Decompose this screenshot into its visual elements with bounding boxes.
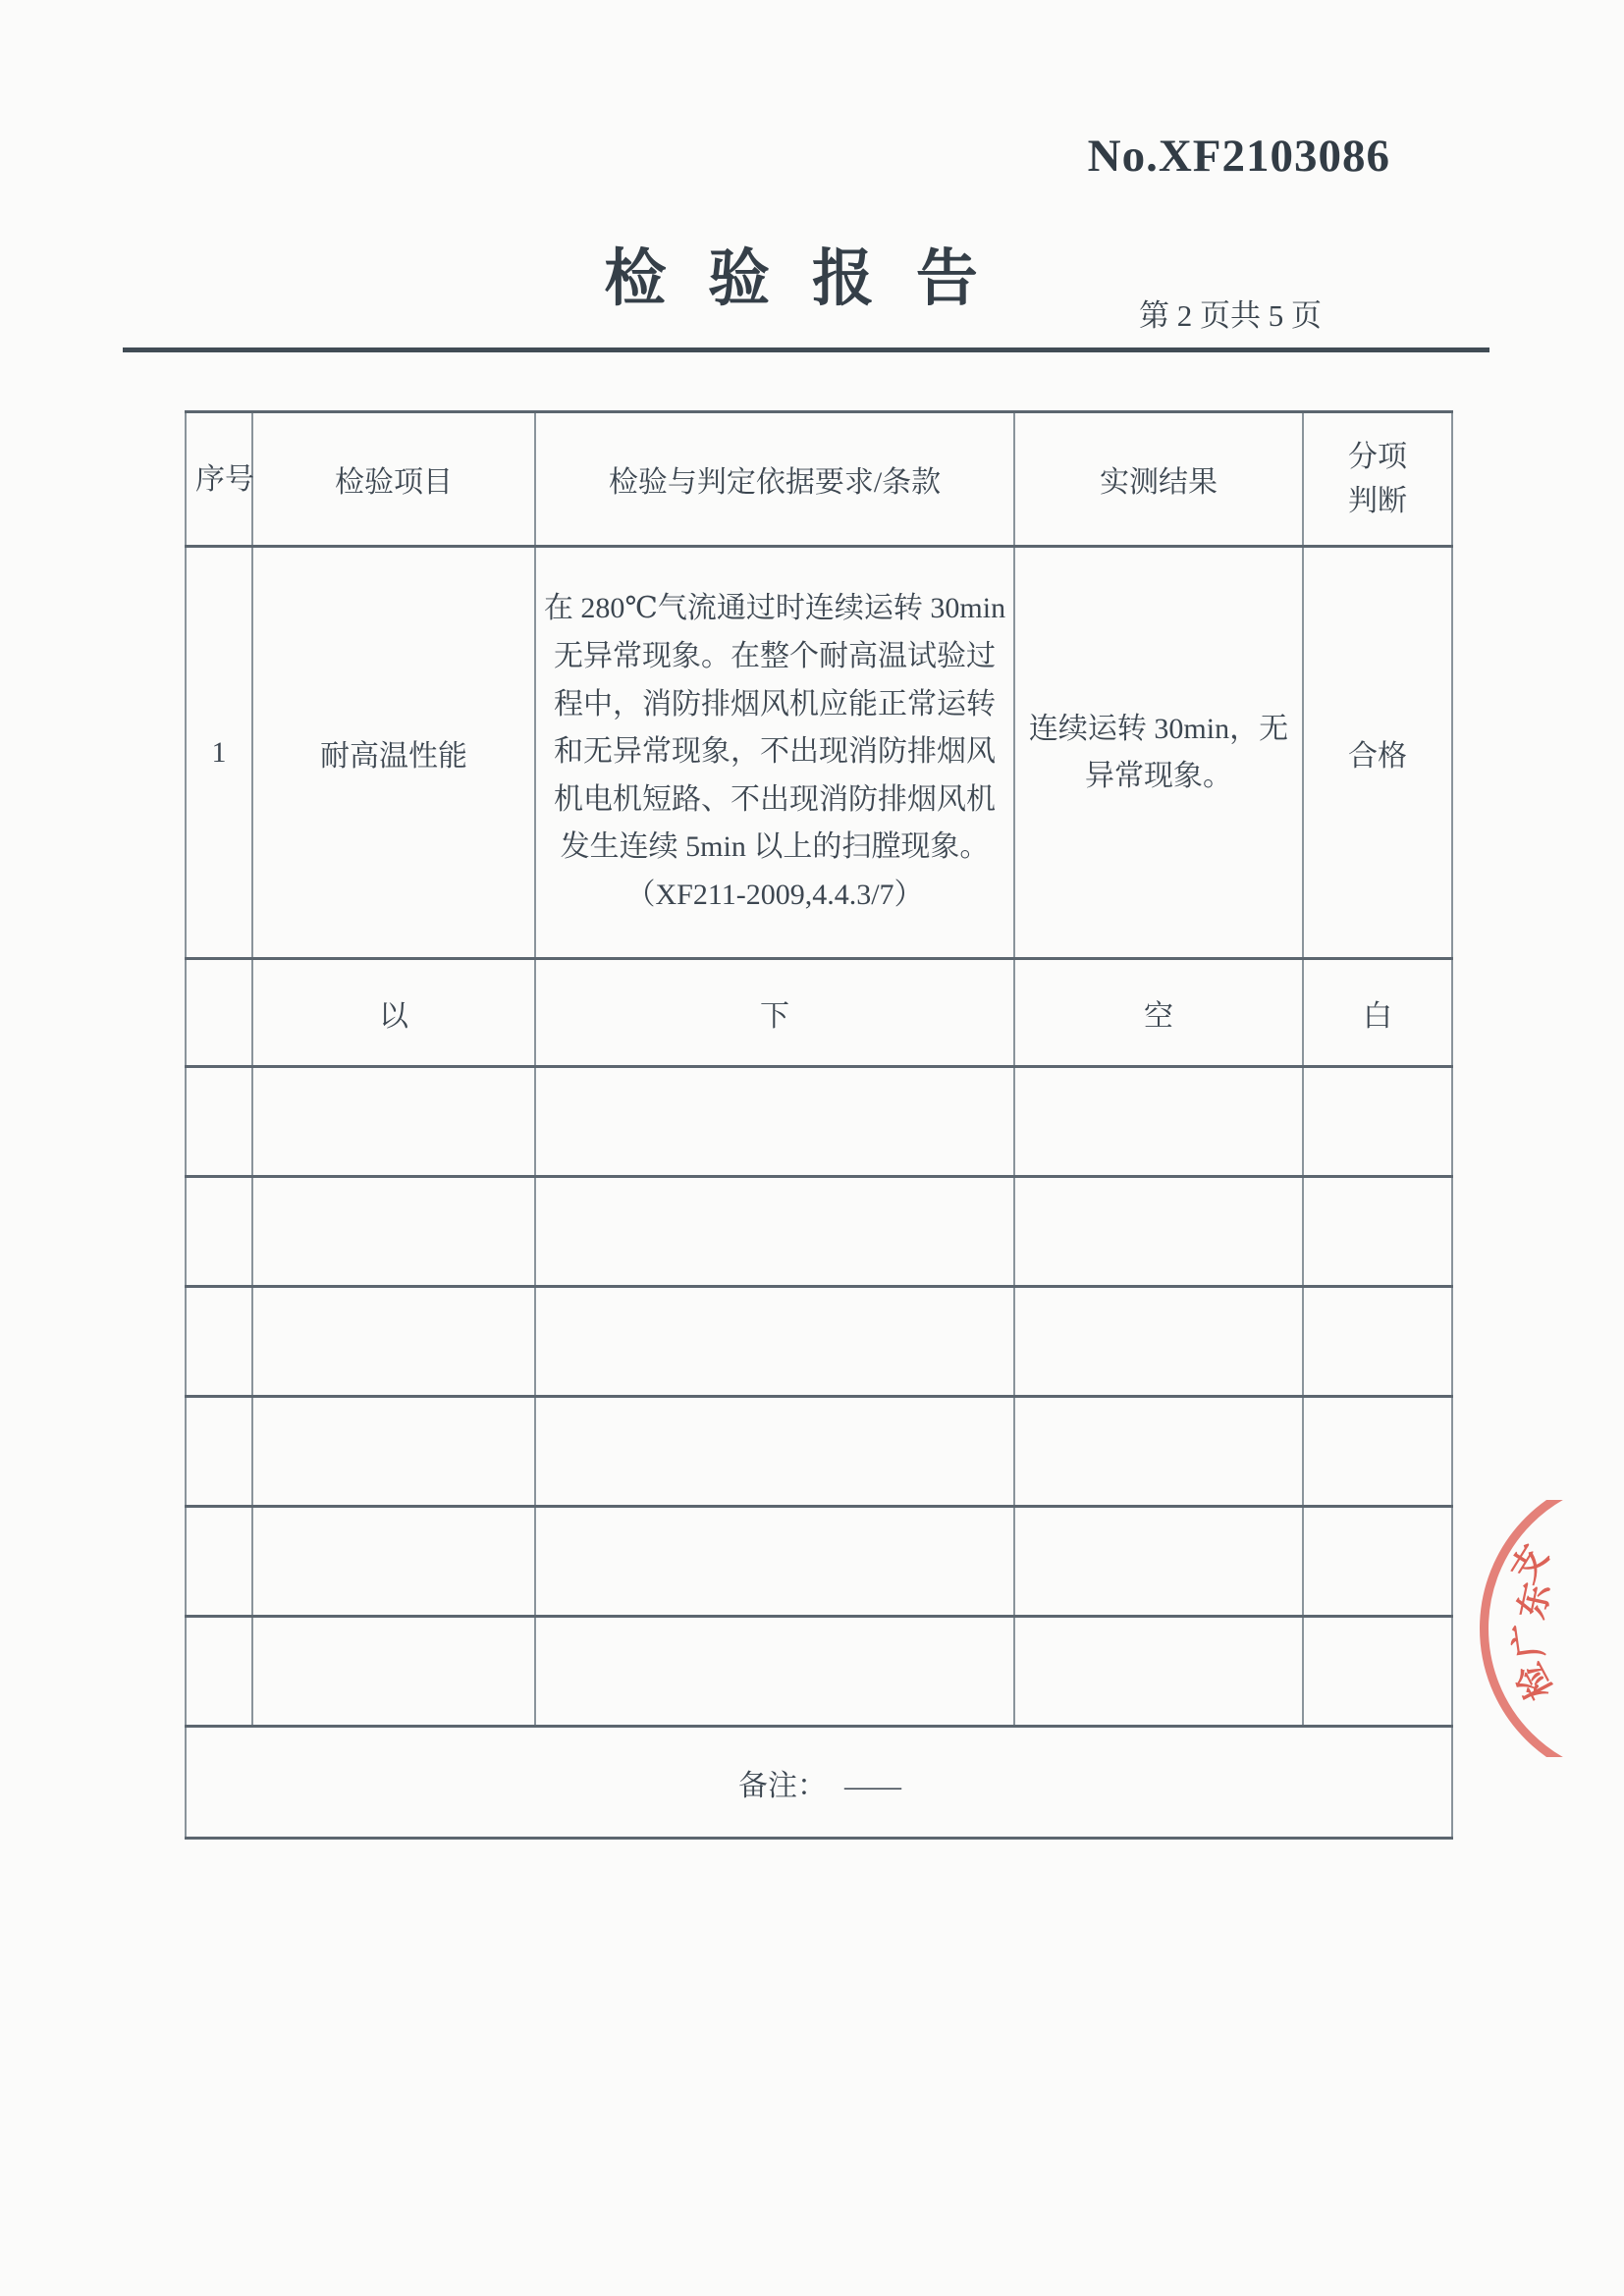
empty-cell <box>1014 1617 1303 1727</box>
col-header-item: 检验项目 <box>252 412 535 547</box>
empty-cell <box>1014 1287 1303 1397</box>
empty-cell <box>535 1397 1014 1507</box>
col-header-judgment <box>1303 412 1452 547</box>
empty-cell <box>252 1397 535 1507</box>
cell-seq: 1 <box>186 547 252 959</box>
blank-cell <box>186 959 252 1067</box>
stamp-arc <box>1480 1500 1624 1757</box>
col-header-seq <box>186 412 252 547</box>
empty-cell <box>252 1617 535 1727</box>
blank-below-row <box>186 959 1452 1067</box>
blank-cell: 白 <box>1303 959 1452 1067</box>
empty-cell <box>1303 1507 1452 1617</box>
stamp-character: 支 <box>1503 1538 1556 1589</box>
remark-label: 备注： <box>738 1769 827 1802</box>
empty-row <box>186 1287 1452 1397</box>
cell-judgment: 合格 <box>1303 547 1452 959</box>
empty-cell <box>186 1177 252 1287</box>
stamp-character: 广 <box>1506 1620 1551 1661</box>
empty-row <box>186 1067 1452 1177</box>
empty-cell <box>535 1177 1014 1287</box>
empty-cell <box>535 1287 1014 1397</box>
blank-cell: 空 <box>1014 959 1303 1067</box>
cell-item: 耐高温性能 <box>252 547 535 959</box>
page-indicator: 第 2 页共 5 页 <box>1139 298 1322 333</box>
table-header-row <box>186 412 1452 547</box>
remark-row <box>186 1727 1452 1839</box>
empty-cell <box>535 1617 1014 1727</box>
empty-cell <box>252 1287 535 1397</box>
blank-cell: 以 <box>252 959 535 1067</box>
empty-row <box>186 1507 1452 1617</box>
empty-cell <box>1303 1617 1452 1727</box>
header-rule <box>123 347 1489 352</box>
empty-cell <box>1014 1397 1303 1507</box>
empty-cell <box>1303 1287 1452 1397</box>
remark-value: —— <box>844 1769 899 1802</box>
empty-cell <box>1014 1177 1303 1287</box>
table-row <box>186 547 1452 959</box>
col-header-requirement: 检验与判定依据要求/条款 <box>535 412 1014 547</box>
empty-cell <box>1303 1177 1452 1287</box>
empty-cell <box>1014 1507 1303 1617</box>
empty-cell <box>535 1067 1014 1177</box>
empty-cell <box>186 1397 252 1507</box>
empty-cell <box>1014 1067 1303 1177</box>
col-header-result: 实测结果 <box>1014 412 1303 547</box>
report-number: No.XF2103086 <box>1087 131 1390 182</box>
page-title: 检验报告 <box>604 244 1020 313</box>
blank-cell: 下 <box>535 959 1014 1067</box>
empty-cell <box>186 1287 252 1397</box>
red-seal-stamp <box>1473 1500 1624 1757</box>
empty-cell <box>252 1067 535 1177</box>
cell-result: 连续运转 30min，无异常现象。 <box>1014 547 1303 959</box>
remark-cell <box>186 1727 1452 1839</box>
empty-cell <box>186 1067 252 1177</box>
stamp-character: 检 <box>1508 1656 1561 1707</box>
empty-row <box>186 1617 1452 1727</box>
cell-requirement: 在 280℃气流通过时连续运转 30min 无异常现象。在整个耐高温试验过程中，消防排烟风机应能正常运转和无异常现象，不出现消防排烟风机电机短路、不出现消防排烟风机发生连续 5min 以上的扫膛现象。（XF211-2009,4.4.3/7） <box>535 547 1014 959</box>
col-header-seq-label: 序号 <box>195 462 254 496</box>
empty-row <box>186 1177 1452 1287</box>
inspection-table <box>185 410 1453 1840</box>
empty-row <box>186 1397 1452 1507</box>
empty-cell <box>186 1507 252 1617</box>
empty-cell <box>1303 1397 1452 1507</box>
empty-cell <box>252 1507 535 1617</box>
empty-cell <box>186 1617 252 1727</box>
empty-cell <box>252 1177 535 1287</box>
stamp-character: 东 <box>1511 1579 1558 1623</box>
empty-cell <box>1303 1067 1452 1177</box>
col-header-judgment-label: 分项判断 <box>1348 441 1407 517</box>
empty-cell <box>535 1507 1014 1617</box>
